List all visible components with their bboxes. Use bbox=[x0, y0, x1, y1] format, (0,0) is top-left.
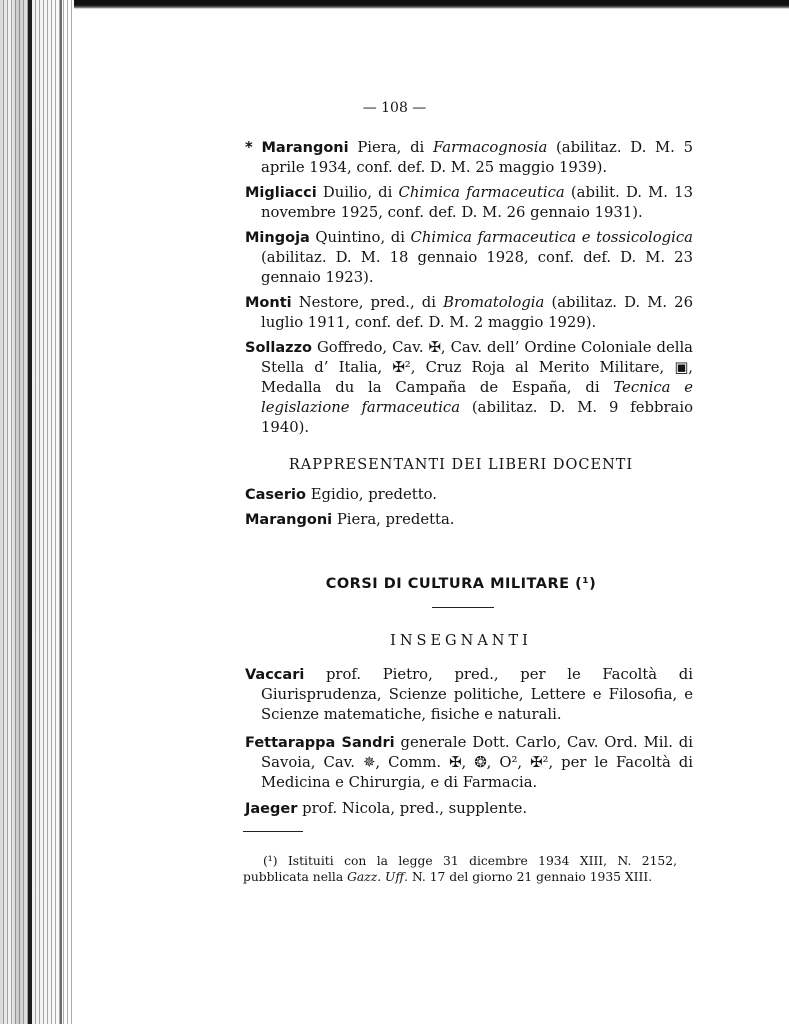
entry-name: Migliacci bbox=[245, 185, 317, 201]
teacher-text: prof. Pietro, pred., per le Facoltà di Giurisprudenza, Scienze politiche, Lettere e Filosofia, e Scienze matematiche, fisiche e naturali. bbox=[261, 666, 693, 723]
entry-text: (abilitaz. D. M. 5 aprile 1934, conf. def. D. M. 25 maggio 1939). bbox=[261, 139, 694, 176]
insegnanti-heading: INSEGNANTI bbox=[390, 633, 532, 649]
footnote-marker: (¹) bbox=[263, 854, 278, 868]
entry-subject: Farmacognosia bbox=[433, 139, 548, 156]
rep-text: Piera, predetta. bbox=[332, 511, 455, 528]
rep-text: Egidio, predetto. bbox=[305, 486, 437, 503]
section-title-text: CORSI DI CULTURA MILITARE bbox=[325, 576, 570, 592]
entry-text: Duilio, di bbox=[316, 184, 399, 201]
section-title-note: (¹) bbox=[575, 576, 597, 592]
entry-subject: Tecnica e legislazione farmaceutica bbox=[261, 379, 693, 416]
entry-text: (abilitaz. D. M. 26 luglio 1911, conf. def. D. M. 2 maggio 1929). bbox=[261, 294, 693, 331]
entry-subject: Chimica farmaceutica bbox=[398, 184, 565, 201]
entry-text: Piera, di bbox=[348, 139, 434, 156]
faculty-entry bbox=[245, 138, 693, 178]
footnote-text: N. 17 del giorno 21 gennaio 1935 XIII. bbox=[408, 870, 653, 884]
footnote-text: Istituiti con la legge 31 dicembre 1934 XIII, N. 2152, pubblicata nella bbox=[243, 854, 677, 884]
teacher-name: Fettarappa Sandri bbox=[245, 735, 395, 751]
rep-name: Caserio bbox=[245, 487, 306, 503]
faculty-entry bbox=[245, 183, 693, 223]
teacher-entry bbox=[245, 733, 693, 793]
teacher-name: Vaccari bbox=[245, 667, 305, 683]
entry-marker: * bbox=[245, 139, 253, 156]
entry-text: (abilit. D. M. 13 novembre 1925, conf. def. D. M. 26 gennaio 1931). bbox=[261, 184, 693, 221]
representative-line bbox=[245, 485, 437, 505]
entry-subject: Bromatologia bbox=[443, 294, 545, 311]
entry-name: Sollazzo bbox=[245, 340, 312, 356]
teacher-entry bbox=[245, 799, 693, 819]
page-number: — 108 — bbox=[362, 100, 427, 116]
footnote bbox=[243, 853, 677, 885]
footnote-gazette: Gazz. Uff. bbox=[347, 870, 409, 884]
teacher-name: Jaeger bbox=[245, 801, 298, 817]
footnote-rule bbox=[243, 831, 303, 832]
entry-text: (abilitaz. D. M. 9 febbraio 1940). bbox=[261, 399, 693, 436]
rep-name: Marangoni bbox=[245, 512, 333, 528]
teacher-entry bbox=[245, 665, 693, 725]
faculty-entry bbox=[245, 228, 693, 288]
faculty-entry bbox=[245, 338, 693, 438]
section-divider bbox=[432, 607, 494, 608]
entry-name: Marangoni bbox=[261, 140, 349, 156]
representative-line bbox=[245, 510, 455, 530]
faculty-entry bbox=[245, 293, 693, 333]
teacher-text: prof. Nicola, pred., supplente. bbox=[297, 800, 528, 817]
entry-text: Nestore, pred., di bbox=[291, 294, 444, 311]
entry-name: Mingoja bbox=[245, 230, 310, 246]
section-title bbox=[245, 576, 677, 592]
entry-text: (abilitaz. D. M. 18 gennaio 1928, conf. def. D. M. 23 gennaio 1923). bbox=[261, 249, 693, 286]
representatives-heading: RAPPRESENTANTI DEI LIBERI DOCENTI bbox=[288, 457, 634, 473]
entry-text: Goffredo, Cav. ✠, Cav. dell’ Ordine Coloniale della Stella d’ Italia, ✠², Cruz Roja al Merito Militare, ▣, Medalla du la Campaña de España, di bbox=[261, 339, 693, 396]
entry-name: Monti bbox=[245, 295, 292, 311]
teacher-text: generale Dott. Carlo, Cav. Ord. Mil. di Savoia, Cav. ✵, Comm. ✠, ❂, O², ✠², per le Facoltà di Medicina e Chirurgia, e di Farmacia. bbox=[261, 734, 693, 791]
entry-subject: Chimica farmaceutica e tossicologica bbox=[410, 229, 693, 246]
entry-text: Quintino, di bbox=[309, 229, 411, 246]
